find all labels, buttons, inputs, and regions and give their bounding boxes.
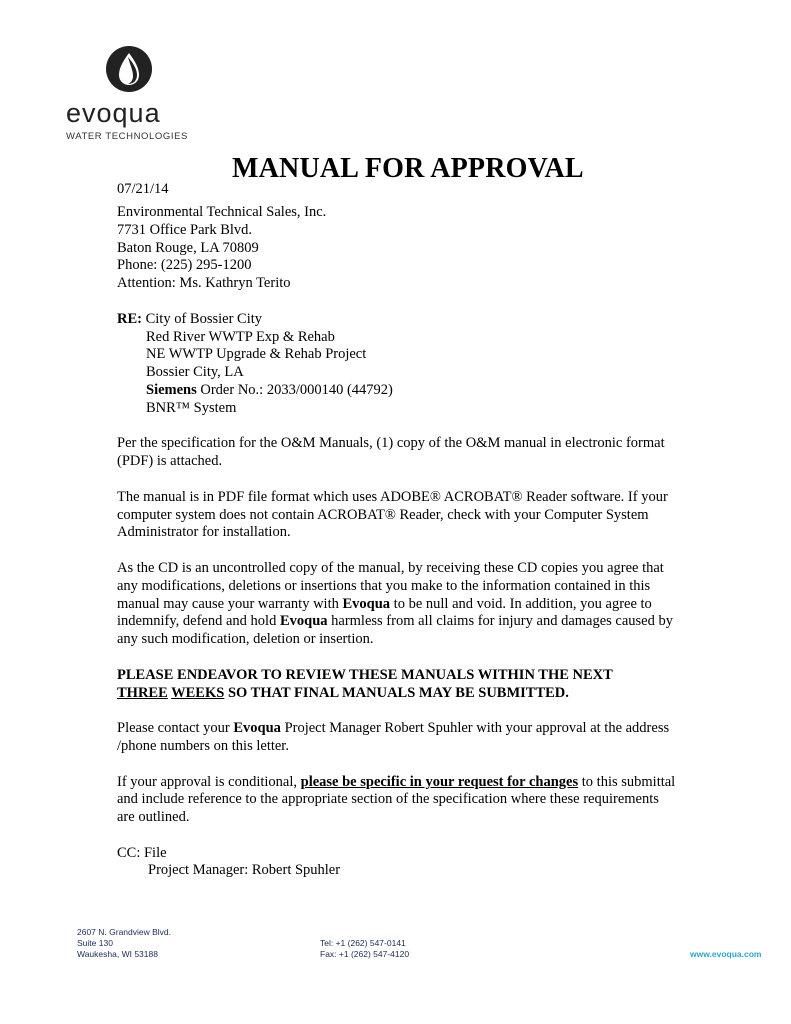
p3-text-c: to be null and void. In addition, you agree to indemnify, defend and hold	[117, 595, 652, 630]
paragraph-5	[117, 720, 677, 756]
address-street: 7731 Office Park Blvd.	[117, 221, 253, 238]
address-company: Environmental Technical Sales, Inc.	[117, 204, 327, 220]
p5-text-c: Project Manager Robert Spuhler with your approval at the address /phone numbers on this letter.	[117, 720, 670, 754]
page-title: MANUAL FOR APPROVAL	[232, 153, 584, 184]
letter-body	[117, 204, 677, 898]
footer-address-line-2: Suite 130	[77, 938, 113, 948]
company-logo	[66, 44, 196, 142]
paragraph-3	[117, 560, 677, 649]
notice-three: THREE	[117, 684, 168, 701]
p6-text-a: If your approval is conditional,	[117, 773, 297, 790]
p6-text-c: to this submittal and include reference to the appropriate section of the specification where these requirements are outlined.	[117, 773, 676, 826]
footer-address-line-1: 2607 N. Grandview Blvd.	[77, 927, 172, 937]
address-attention: Attention: Ms. Kathryn Terito	[117, 275, 291, 292]
logo-wordmark: evoqua	[66, 98, 161, 128]
p5-text-a: Please contact your	[117, 720, 230, 737]
logo-subtitle: WATER TECHNOLOGIES	[66, 131, 188, 142]
notice-text-a: PLEASE ENDEAVOR TO REVIEW THESE MANUALS WITHIN THE NEXT	[117, 666, 613, 683]
re-label: RE:	[117, 310, 142, 327]
footer-address	[77, 927, 171, 960]
paragraph-6	[117, 774, 677, 827]
p3-evoqua-1: Evoqua	[342, 595, 391, 612]
p3-text-e: harmless from all claims for injury and damages caused by any such modification, deletion or insertion.	[117, 613, 673, 648]
p6-emphasis: please be specific in your request for changes	[300, 773, 579, 790]
footer-website-link[interactable]: www.evoqua.com	[690, 949, 762, 959]
footer-contact	[320, 938, 409, 960]
notice-weeks: WEEKS	[171, 684, 225, 701]
cc-file: CC: File	[117, 844, 167, 861]
re-line-2: Red River WWTP Exp & Rehab	[146, 328, 335, 345]
p3-text-a: As the CD is an uncontrolled copy of the manual, by receiving these CD copies you agree that any modifications, deletions or insertions that you make to the information contained in this manual may cause your warranty with	[117, 559, 664, 612]
p3-evoqua-2: Evoqua	[279, 613, 328, 630]
recipient-address	[117, 204, 677, 293]
review-notice	[117, 667, 677, 703]
address-phone: Phone: (225) 295-1200	[117, 257, 252, 274]
letter-date: 07/21/14	[117, 181, 169, 197]
re-order-line	[117, 382, 393, 398]
re-order-company: Siemens	[146, 381, 197, 398]
notice-text-d: SO THAT FINAL MANUALS MAY BE SUBMITTED.	[227, 684, 569, 701]
footer-tel: Tel: +1 (262) 547-0141	[320, 938, 406, 948]
paragraph-2: The manual is in PDF file format which uses ADOBE® ACROBAT® Reader software. If your computer system does not contain ACROBAT® Reader, check with your Computer System Administrator for installation.	[117, 488, 668, 541]
cc-project-manager: Project Manager: Robert Spuhler	[148, 862, 341, 879]
footer-address-line-3: Waukesha, WI 53188	[77, 949, 158, 959]
re-line-1: City of Bossier City	[145, 310, 263, 327]
paragraph-1: Per the specification for the O&M Manuals, (1) copy of the O&M manual in electronic format (PDF) is attached.	[117, 435, 665, 470]
re-line-4: Bossier City, LA	[146, 364, 244, 381]
re-line-3: NE WWTP Upgrade & Rehab Project	[146, 346, 367, 363]
address-city: Baton Rouge, LA 70809	[117, 239, 259, 256]
p5-evoqua: Evoqua	[233, 720, 281, 737]
re-block	[117, 311, 677, 418]
re-order-number: Order No.: 2033/000140 (44792)	[200, 381, 393, 398]
evoqua-drop-icon	[104, 44, 154, 94]
footer-fax: Fax: +1 (262) 547-4120	[320, 949, 410, 959]
re-line-6: BNR™ System	[146, 399, 237, 416]
cc-block	[117, 845, 677, 881]
